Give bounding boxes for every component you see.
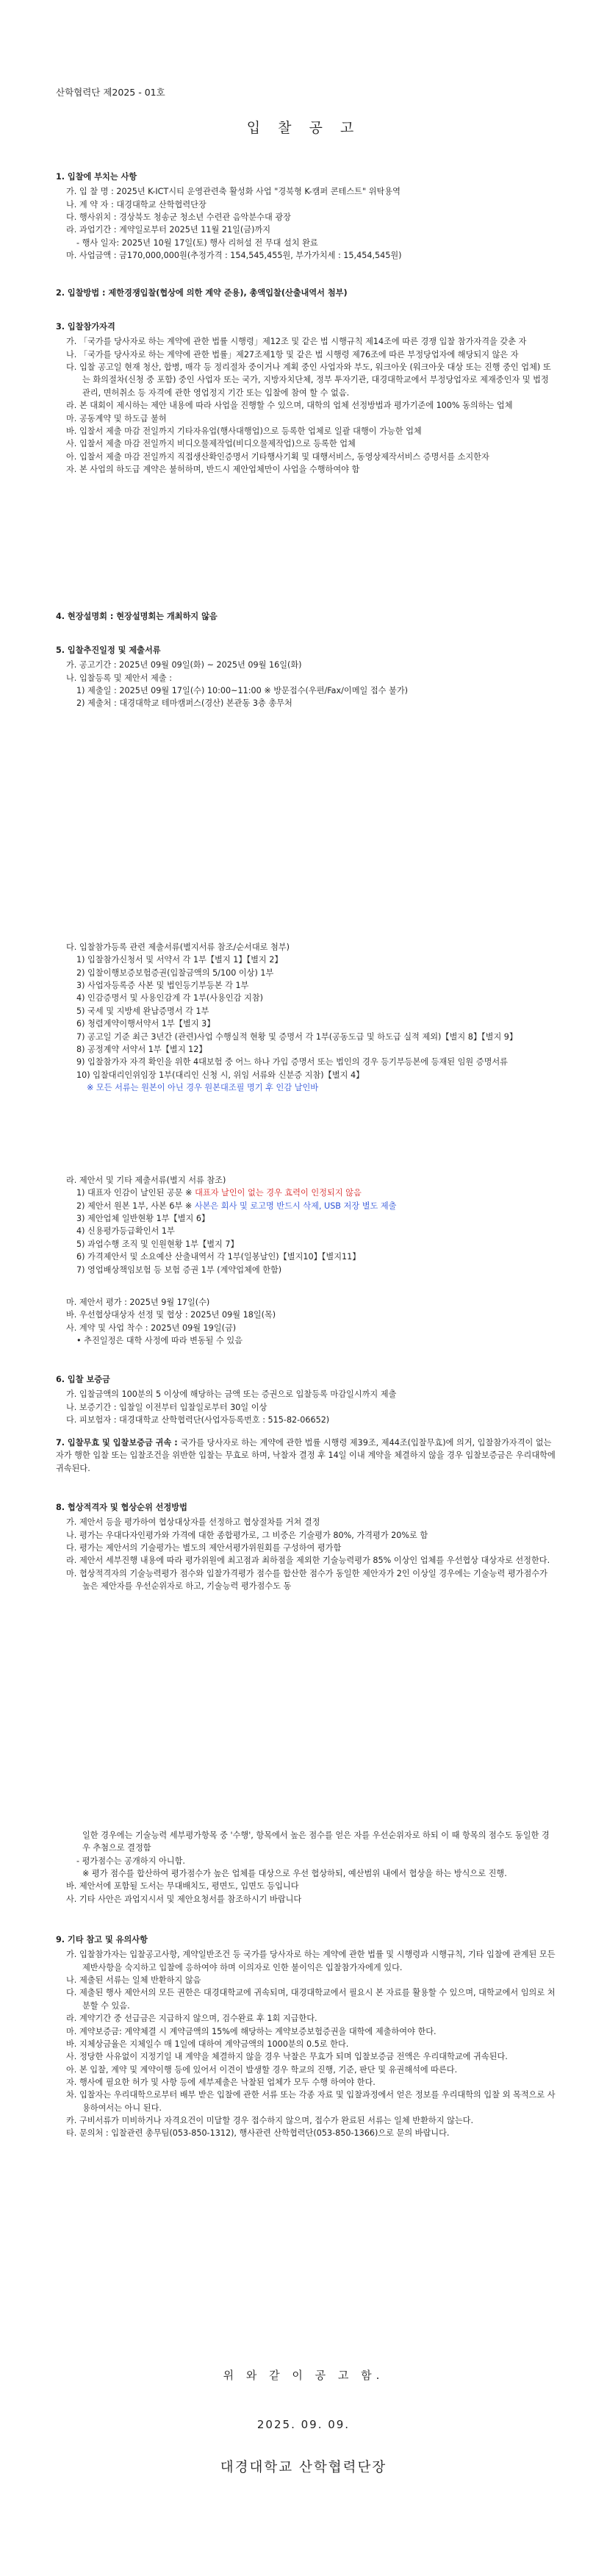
list-marker: 나. [66,1530,77,1540]
closing-date: 2025. 09. 09. [256,2418,351,2431]
list-item [56,1516,556,1528]
list-marker: 나. [66,1975,77,1986]
list-item [56,1187,556,1199]
list-text: 구비서류가 미비하거나 자격요건이 미달할 경우 접수하지 않으며, 접수가 완료된 서류는 일체 반환하지 않는다. [79,2116,474,2126]
list-item: • 추진일정은 대학 사정에 따라 변동될 수 있음 [76,1336,243,1346]
section-heading: 5. 입찰추진일정 및 제출서류 [56,645,161,655]
section-heading: 1. 입찰에 부치는 사항 [56,172,137,182]
list-marker: 마. [66,1568,77,1578]
list-marker: 바. [66,2039,77,2049]
list-item [56,412,556,425]
list-marker: 다. [66,362,77,373]
list-marker: 가. [66,1517,77,1528]
section-heading: 4. 현장설명회 : 현장설명회는 개최하지 않음 [56,612,218,621]
list-text: 본 사업의 하도급 계약은 불허하며, 반드시 제안업체만이 사업을 수행하여야 함 [79,464,360,474]
list-marker: 다. [66,1543,77,1553]
list-item: 가. 공고기간 : 2025년 09월 09일(화) ~ 2025년 09월 16일(화) [66,660,302,670]
list-item: 1) 입찰참가신청서 및 서약서 각 1부【별지 1】【별지 2】 [76,955,283,965]
list-item [56,1986,556,2012]
list-marker: 사. [66,439,77,449]
issuer-name: 대경대학교 산학협력단장 [220,2460,387,2475]
list-item: 1) 제출일 : 2025년 09월 17일(수) 10:00~11:00 ※ 방문접수(우편/Fax/이메일 접수 불가) [76,686,409,696]
list-text: 2) 제안서 원본 1부, 사본 6부 ※ [76,1201,195,1211]
section-bid-items [56,171,556,262]
list-marker: 카. [66,2116,77,2126]
subsection-heading: 라. 제안서 및 기타 제출서류(별지 서류 참조) [66,1176,226,1185]
closing-statement: 위 와 같 이 공 고 함. [223,2369,384,2382]
list-item [56,451,556,463]
section-heading: 3. 입찰참가자격 [56,322,115,332]
section-body: 국가를 당사자로 하는 계약에 관한 법률 시행령 제39조, 제44조(입찰무효)에 의거, 입찰참가자격이 없는 자가 행한 입찰 또는 입찰조건을 위반한 입찰는 무효로 하며, 낙찰자 결정 후 14일 이내 계약을 체결하지 않을 경우 입찰보증금은 우리대학에 귀속된다. [56,1438,556,1473]
list-item: 10) 입찰대리인위임장 1부(대리인 신청 시, 위임 서류와 신분증 지참)【별지 4】 [76,1070,364,1080]
list-item: 바. 제안서에 포함될 도서는 무대배치도, 평면도, 입면도 등입니다 [66,1881,299,1892]
list-text: 입찰서 제출 마감 전일까지 비디오물제작업(비디오물제작업)으로 등록한 업체 [79,439,356,449]
section-heading: 2. 입찰방법 : 제한경쟁입찰(협상에 의한 계약 준용), 총액입찰(산출내역서 첨부) [56,288,348,298]
list-item [56,2114,556,2127]
list-item [56,437,556,450]
list-text: 계약기간 중 선급금은 지급하지 않으며, 검수완료 후 1회 지급한다. [79,2014,317,2024]
list-text: 제안서 등을 평가하여 협상대상자를 선정하고 협상절차를 거쳐 결정 [79,1517,320,1528]
section-heading: 7. 입찰무효 및 입찰보증금 귀속 : [56,1438,181,1448]
list-text: 제안서 세부진행 내용에 따라 평가위원에 최고점과 최하점을 제외한 기술능력평가 85% 이상인 업체를 우선협상 대상자로 선정한다. [79,1556,550,1566]
list-item [56,335,556,348]
list-item [56,2064,556,2076]
section-eligibility [56,321,556,476]
list-item: 나. 보증기간 : 입찰일 이전부터 입찰일로부터 30일 이상 [66,1402,267,1412]
list-marker: 나. [66,349,77,359]
section-evaluation-dates [56,1296,556,1347]
list-item [56,1251,556,1263]
list-item [56,2038,556,2050]
section-heading: 6. 입찰 보증금 [56,1375,110,1384]
list-item [56,1567,556,1593]
section-paragraph [56,1437,556,1475]
list-text: 평가는 제안서의 기술평가는 별도의 제안서평가위원회를 구성하여 평가함 [79,1543,342,1553]
list-text: 입찰자는 우리대학으로부터 배부 받은 입찰에 관한 서류 또는 각종 자료 및 입찰과정에서 얻은 정보를 우리대학의 입찰 외 목적으로 사용하여서는 아니 된다. [79,2090,556,2113]
section-negotiation-cont [56,1829,556,1906]
list-item: 가. 입찰금액의 100분의 5 이상에 해당하는 금액 또는 증권으로 입찰등록 마감일시까지 제출 [66,1389,397,1400]
list-item: 마. 제안서 평가 : 2025년 9월 17일(수) [66,1298,210,1307]
list-marker: 아. [66,2064,77,2075]
subsection-heading: 다. 입찰참가등록 관련 제출서류(별지서류 참조/순서대로 첨부) [66,942,290,952]
list-marker: 차. [66,2090,77,2100]
list-marker: 자. [66,464,77,474]
list-marker: 사. [66,2052,77,2062]
list-item: 가. 입 찰 명 : 2025년 K-ICT시티 운영관련축 활성화 사업 "경북형 K-캠퍼 콘테스트" 위탁용역 [66,187,401,197]
list-text: 입찰참가자는 입찰공고사항, 계약일반조건 등 국가를 당사자로 하는 계약에 관한 법률 및 시행령과 시행규칙, 기타 입찰에 관계된 모든 제반사항을 숙지하고 입찰에 응하여야 하며 이의자로 인한 불이익은 입찰참가자에게 있다. [79,1950,556,1972]
section-deposit [56,1373,556,1426]
list-text: 5) 과업수행 조직 및 인원현황 1부【별지 7】 [76,1239,239,1249]
list-marker: 가. [66,337,77,347]
section-schedule [56,644,556,710]
note-text: ※ 모든 서류는 원본이 아닌 경우 원본대조필 명기 후 인감 날인바 [87,1082,319,1092]
highlight-text: 대표자 날인이 없는 경우 효력이 인정되지 않음 [195,1188,362,1198]
list-text: 6) 가격제안서 및 소요예산 산출내역서 각 1부(일봉날인)【별지10】【별지11】 [76,1252,361,1262]
list-text: 「국가를 당사자로 하는 계약에 관한 법률」제27조제1항 및 같은 법 시행령 제76조에 따른 부정당업자에 해당되지 않은 자 [79,349,519,359]
list-marker: 바. [66,426,77,436]
list-item: 4) 인감증명서 및 사용인감계 각 1부(사용인감 지참) [76,993,264,1003]
list-text: 협상적격자의 기술능력평가 점수와 입찰가격평가 점수를 합산한 점수가 동일한 제안자가 2인 이상일 경우에는 기술능력 평가점수가 높은 제안자를 우선순위자로 하고, 기술능력 평가점수도 동 [79,1568,547,1592]
list-text: 본 입찰, 계약 및 계약이행 등에 있어서 이견이 발생할 경우 학교의 진행, 기준, 판단 및 유권해석에 따른다. [79,2064,458,2075]
list-item [56,2089,556,2114]
list-text: 「국가를 당사자로 하는 계약에 관한 법률 시행령」제12조 및 같은 법 시행규칙 제14조에 따른 경쟁 입찰 참가자격을 갖춘 자 [79,337,527,347]
list-marker: 자. [66,2077,77,2087]
list-item: 다. 피보험자 : 대경대학교 산학협력단(사업자등록번호 : 515-82-06652) [66,1415,330,1425]
list-text: 계약보증금: 계약체결 시 계약금액의 15%에 해당하는 계약보증보험증권을 대학에 제출하여야 한다. [79,2026,437,2036]
list-item: 3) 사업자등록증 사본 및 법인등기부등본 각 1부 [76,981,249,991]
list-text: 문의처 : 입찰관련 총무팀(053-850-1312), 행사관련 산학협력단(053-850-1366)으로 문의 바랍니다. [79,2128,450,2139]
section-notes [56,1933,556,2140]
list-item [56,1212,556,1225]
list-item [56,2076,556,2089]
list-text: 제출된 행사 제안서의 모든 권한은 대경대학교에 귀속되며, 대경대학교에서 필요시 본 자료를 활용할 수 있으며, 대학교에서 임의로 처분할 수 있음. [79,1988,556,2011]
list-item [56,2050,556,2063]
list-text: 4) 신용평가등급확인서 1부 [76,1226,175,1237]
list-item [56,1200,556,1212]
list-text: 1) 대표자 인감이 날인된 공문 ※ [76,1188,195,1198]
list-item: 9) 입찰참가자 자격 확인을 위한 4대보험 중 어느 하나 가입 증명서 또는 법인의 경우 등기부등본에 등재된 임원 증명서류 [76,1057,508,1067]
list-marker: 마. [66,413,77,423]
list-marker: 타. [66,2128,77,2139]
list-item [56,1238,556,1251]
list-marker: 라. [66,2014,77,2024]
list-text: 지체상금율은 지체일수 매 1일에 대하여 계약금액의 1000분의 0.5로 한다. [79,2039,349,2049]
list-item [56,2025,556,2038]
section-bid-method [56,287,556,301]
list-item: 나. 입찰등록 및 제안서 제출 : [66,673,172,683]
list-item: 2) 입찰이행보증보험증권(입찰금액의 5/100 이상) 1부 [76,967,274,978]
list-item: - 행사 일자: 2025년 10월 17일(토) 행사 리허설 전 무대 설치 완료 [76,237,318,248]
page-title: 입 찰 공 고 [246,120,361,136]
list-item [56,361,556,399]
list-item [56,1225,556,1237]
list-item [56,1529,556,1542]
list-text: 제출된 서류는 일체 반환하지 않음 [79,1975,201,1986]
section-proposal-docs [56,1174,556,1276]
list-item [56,425,556,437]
list-text: 입찰서 제출 마감 전일까지 직접생산확인증명서 기타행사기획 및 대행서비스, 동영상제작서비스 증명서를 소지한자 [79,451,489,462]
section-invalid-bids [56,1437,556,1475]
list-marker: 라. [66,1556,77,1566]
list-marker: 가. [66,1950,77,1960]
list-item: 라. 과업기간 : 계약일로부터 2025년 11월 21일(금)까지 [66,225,271,235]
list-item [56,2012,556,2025]
list-text: 행사에 필요한 허가 및 사항 등에 세부제출은 낙찰된 업체가 모두 수행 하여야 한다. [79,2077,376,2087]
highlight-text: 사본은 회사 및 로고명 반드시 삭제, USB 저장 별도 제출 [194,1201,397,1211]
list-text: 본 대회이 제시하는 제안 내용에 따라 사업을 진행할 수 있으며, 대학의 업체 선정방법과 평가기준에 100% 동의하는 업체 [79,401,513,411]
list-text: 평가는 우대다자인평가와 가격에 대한 종합평가로, 그 비중은 기술평가 80%, 가격평가 20%로 함 [79,1530,428,1540]
note-text: ※ 평가 점수를 합산하여 평가점수가 높은 업체를 대상으로 우선 협상하되, 예산범위 내에서 협상을 하는 방식으로 진행. [82,1869,507,1879]
section-heading: 9. 기타 참고 및 유의사항 [56,1935,148,1944]
list-text: 공동계약 및 하도급 불허 [79,413,167,423]
list-item: 6) 청렴계약이행서약서 1부【별지 3】 [76,1019,215,1029]
list-item [56,463,556,476]
list-item: 8) 공정계약 서약서 1부【별지 12】 [76,1044,207,1054]
list-marker: 아. [66,451,77,462]
section-registration-docs [56,941,556,1094]
list-item [56,348,556,361]
list-item: 2) 제출처 : 대경대학교 테마캠퍼스(경산) 본관동 3층 총무처 [76,698,292,709]
section-briefing [56,610,556,625]
list-item: 마. 사업금액 : 금170,000,000원(추정가격 : 154,545,455원, 부가가치세 : 15,454,545원) [66,251,402,261]
list-item: - 평가점수는 공개하지 아니함. [76,1856,185,1866]
list-item [56,1974,556,1986]
document-number: 산학협력단 제2025 - 01호 [56,87,165,98]
list-item: 사. 기타 사안은 과업지시서 및 제안요청서를 참조하시기 바랍니다 [66,1894,302,1904]
list-item [56,1264,556,1276]
list-text: 정당한 사유없이 지정기일 내 계약을 체결하지 않을 경우 낙찰은 무효가 되며 입찰보증금 전액은 우리대학교에 귀속된다. [79,2052,508,2062]
list-item: 바. 우선협상대상자 선정 및 협상 : 2025년 09월 18일(목) [66,1310,276,1320]
list-text: 입찰서 제출 마감 전일까지 기타자유업(행사대행업)으로 등록한 업체로 일괄 대행이 가능한 업체 [79,426,422,436]
section-negotiation [56,1501,556,1593]
list-item: 7) 공고일 기준 최근 3년간 (관련)사업 수행실적 현황 및 증명서 각 1부(공동도급 및 하도급 실적 제외)【별지 8】【별지 9】 [76,1031,518,1042]
paragraph: 일한 경우에는 기술능력 세부평가항목 중 '수행', 항목에서 높은 점수를 얻은 자를 우선순위자로 하되 이 때 항목의 점수도 동일한 경우 추첨으로 결정함 [82,1831,550,1853]
list-item [56,1554,556,1567]
list-marker: 라. [66,401,77,411]
section-heading: 8. 협상적격자 및 협상순위 선정방법 [56,1503,187,1512]
list-item [56,1542,556,1554]
list-item: 5) 국세 및 지방세 완납증명서 각 1부 [76,1006,209,1016]
list-item [56,399,556,412]
list-text: 7) 영업배상책임보험 등 보험 증권 1부 (계약업체에 한함) [76,1264,282,1275]
list-text: 3) 제안업체 일반현황 1부【별지 6】 [76,1214,210,1224]
list-item: 사. 계약 및 사업 착수 : 2025년 09월 19일(금) [66,1323,237,1333]
list-item: 다. 행사위치 : 경상북도 청송군 청소년 수련관 음악분수대 광장 [66,212,291,223]
list-item [56,1948,556,1974]
list-marker: 다. [66,1988,77,1998]
list-marker: 마. [66,2026,77,2036]
list-item [56,2127,556,2139]
list-item: 나. 계 약 자 : 대경대학교 산학협력단장 [66,199,206,210]
list-text: 입찰 공고일 현재 청산, 합병, 매각 등 정리절차 중이거나 계획 중인 사업자와 부도, 워크아웃 (워크아웃 대상 또는 진행 중인 업체) 또는 화의절차(신청 중 포함) 중인 사업자 또는 국가, 지방자치단체, 정부 투자기관, 대경대학교에서 부정당업자로 제재중인자 및 법정관리, 면허취소 등 자격에 관한 영업정지 기간 또는 입찰에 참여 할 수 없음. [79,362,551,398]
